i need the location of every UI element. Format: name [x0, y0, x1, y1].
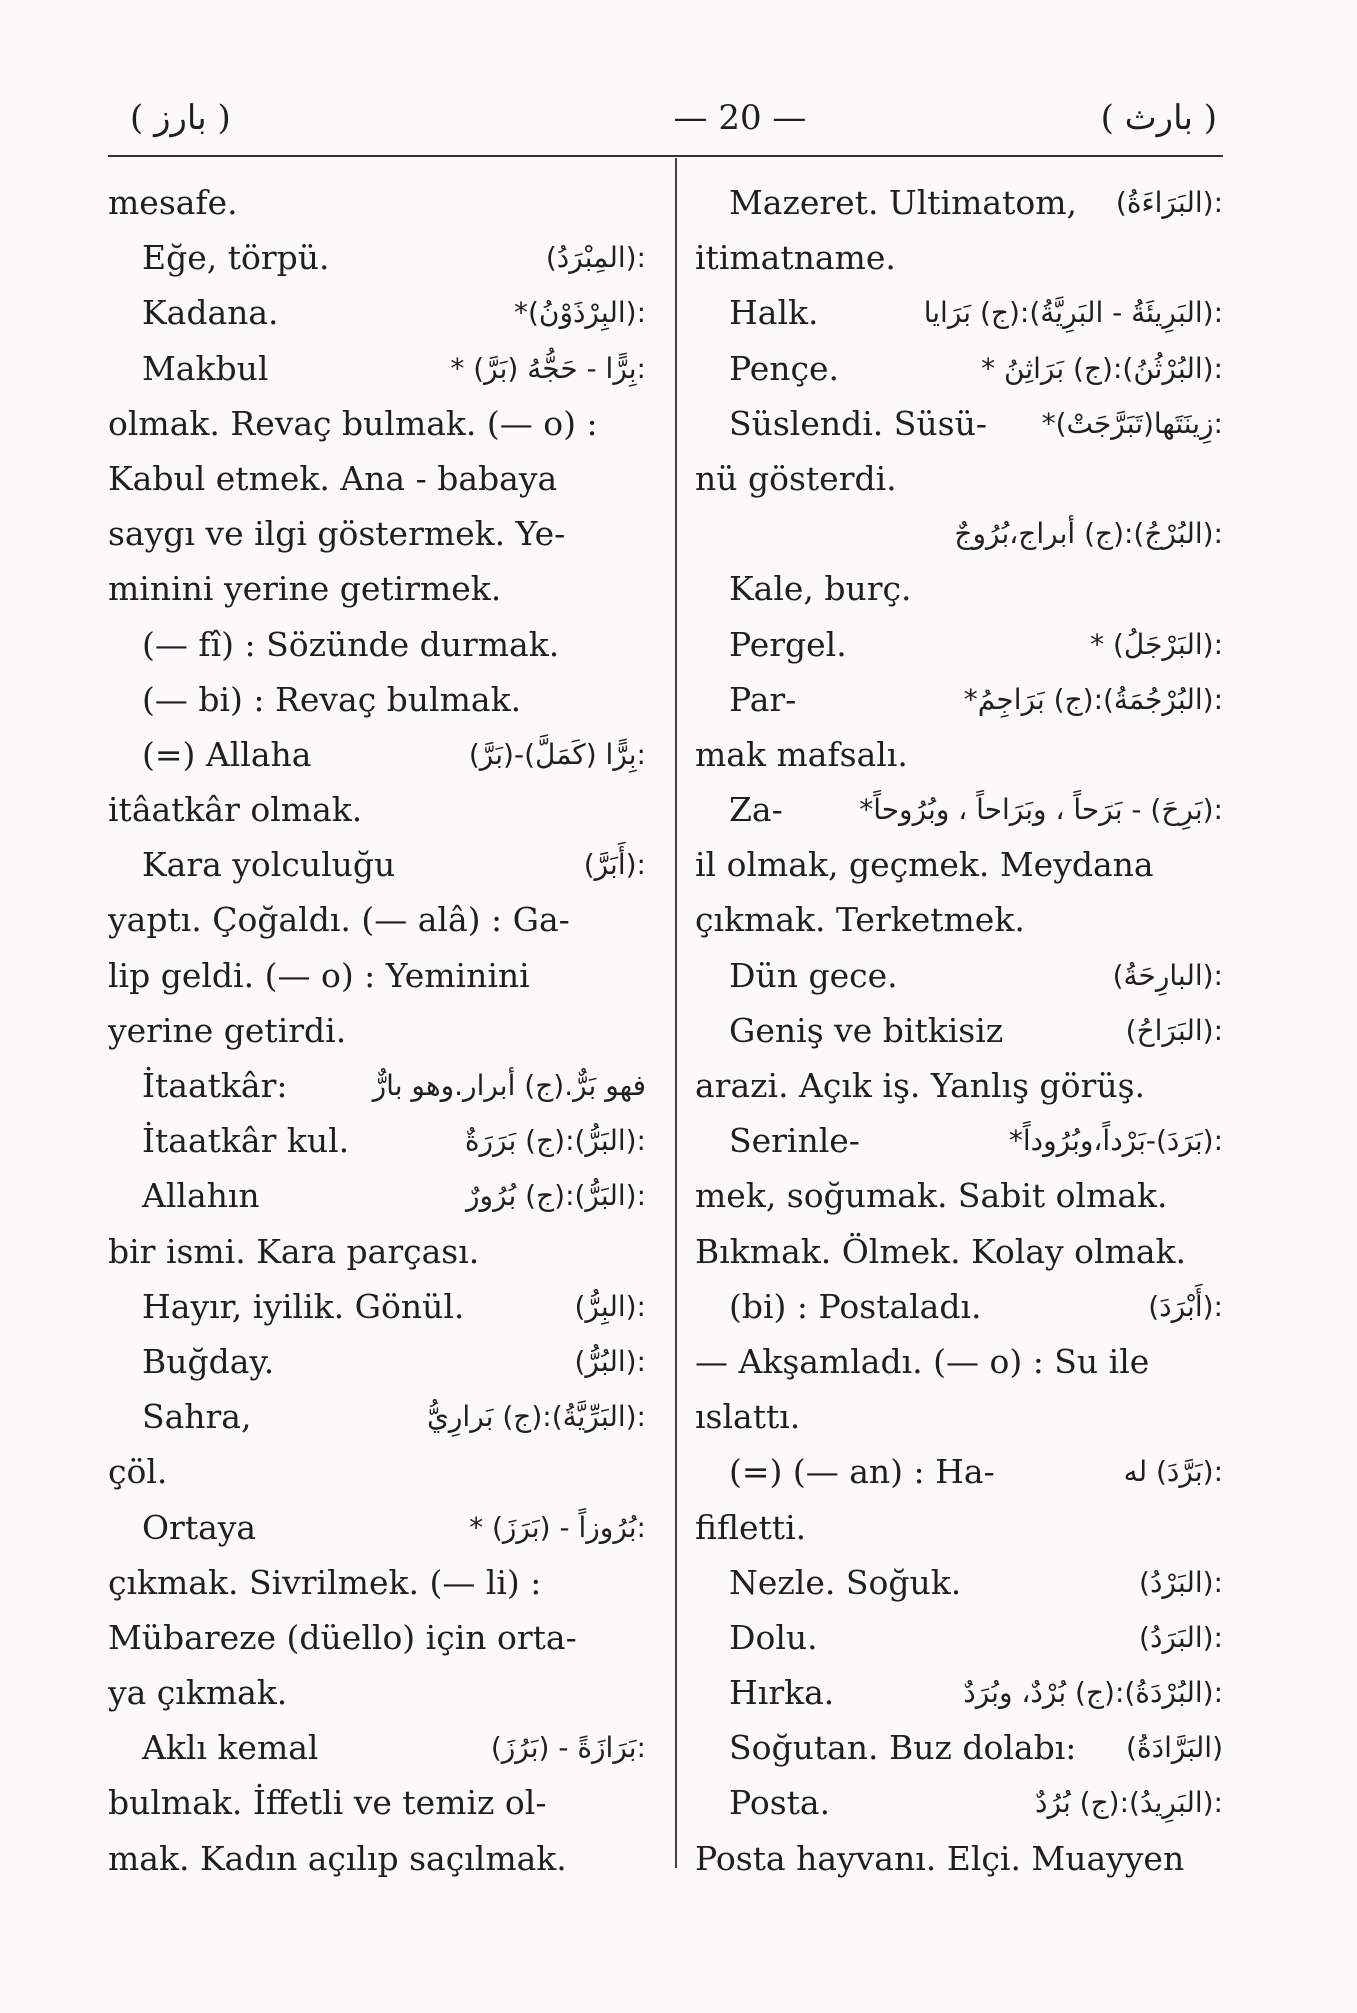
arabic-headword: :(أَبْرَدَ) [1148, 1289, 1223, 1323]
dictionary-line [695, 1555, 1225, 1610]
dictionary-line [108, 285, 648, 340]
arabic-headword: :زِينَتَها(تَبَرَّجَتْ)* [1041, 406, 1223, 440]
dictionary-line [695, 1113, 1225, 1168]
arabic-headword: :بَرَازَةً - (بَرُزَ) [490, 1731, 646, 1765]
arabic-headword: فهو بَرٌّ.(ج) أبرار.وهو بارٌّ [372, 1069, 646, 1102]
turkish-text: Nezle. Soğuk. [729, 1562, 962, 1602]
dictionary-line [695, 396, 1225, 451]
dictionary-line [695, 1720, 1225, 1775]
turkish-text: Geniş ve bitkisiz [729, 1010, 1004, 1050]
arabic-headword: :(البَرْدُ) [1139, 1565, 1223, 1599]
turkish-text: Kabul etmek. Ana - babaya [108, 458, 558, 498]
arabic-headword: :(البِرْذَوْنُ)* [513, 296, 646, 330]
arabic-headword: :(بَرَّدَ) له [1123, 1455, 1223, 1489]
dictionary-line [108, 892, 648, 947]
arabic-headword: :(البُرْجُمَةُ):(ج) بَرَاجِمُ* [963, 682, 1223, 716]
dictionary-line [108, 1555, 648, 1610]
turkish-text: Hayır, iyilik. Gönül. [142, 1286, 465, 1326]
dictionary-line [108, 1334, 648, 1389]
turkish-text: (=) Allaha [142, 734, 312, 774]
turkish-text: Sahra, [142, 1397, 252, 1437]
turkish-text: mesafe. [108, 183, 238, 222]
turkish-text: (bi) : Postaladı. [729, 1286, 982, 1326]
arabic-headword: :(البَرُّ):(ج) بَرَرَةٌ [464, 1124, 646, 1158]
turkish-text: saygı ve ilgi göstermek. Ye- [108, 514, 566, 554]
arabic-headword: :(البَرَاحُ) [1125, 1013, 1223, 1047]
turkish-text: minini yerine getirmek. [108, 569, 502, 609]
turkish-text: Mazeret. Ultimatom, [729, 183, 1077, 222]
turkish-text: mak. Kadın açılıp saçılmak. [108, 1838, 567, 1878]
dictionary-line [695, 1224, 1225, 1279]
turkish-text: Bıkmak. Ölmek. Kolay olmak. [695, 1231, 1187, 1271]
dictionary-line [108, 396, 648, 451]
dictionary-line [695, 175, 1225, 230]
arabic-headword: :(أَبَرَّ) [583, 848, 646, 882]
arabic-headword: :(البُرُّ) [574, 1344, 646, 1378]
turkish-text: itâatkâr olmak. [108, 790, 363, 830]
turkish-text: Serinle- [729, 1121, 860, 1161]
turkish-text: bulmak. İffetli ve temiz ol- [108, 1783, 547, 1823]
turkish-text: olmak. Revaç bulmak. (— o) : [108, 403, 598, 443]
turkish-text: Halk. [729, 293, 819, 333]
dictionary-line [108, 837, 648, 892]
arabic-headword: :(البُرْثُنُ):(ج) بَرَاثِنُ * [981, 351, 1223, 385]
dictionary-line [108, 506, 648, 561]
dictionary-line [695, 506, 1225, 561]
turkish-text: ıslattı. [695, 1397, 801, 1437]
dictionary-line [108, 727, 648, 782]
arabic-headword: :(البَرِيدُ):(ج) بُرُدٌ [1035, 1786, 1223, 1820]
dictionary-line [108, 1610, 648, 1665]
dictionary-line [695, 1389, 1225, 1444]
turkish-text: fifletti. [695, 1507, 807, 1547]
header-left-keyword: ( بارز ) [130, 98, 231, 138]
turkish-text: çıkmak. Terketmek. [695, 900, 1025, 940]
arabic-headword: (البَرَّادَةُ) [1126, 1731, 1223, 1765]
dictionary-line [695, 782, 1225, 837]
arabic-headword: :بُرُوزاً - (بَرَزَ) * [469, 1510, 646, 1544]
dictionary-line [695, 1058, 1225, 1113]
turkish-text: Soğutan. Buz dolabı: [729, 1728, 1077, 1768]
turkish-text: Kara yolculuğu [142, 845, 396, 885]
dictionary-line [108, 948, 648, 1003]
dictionary-line [695, 1444, 1225, 1499]
arabic-headword: :(البُرْدَةُ):(ج) بُرْدٌ، وبُرَدٌ [963, 1676, 1223, 1710]
turkish-text: Posta hayvanı. Elçi. Muayyen [695, 1838, 1185, 1878]
dictionary-line [695, 727, 1225, 782]
dictionary-line [108, 1113, 648, 1168]
dictionary-line [695, 948, 1225, 1003]
turkish-text: Dün gece. [729, 955, 898, 995]
header-rule [108, 155, 1223, 157]
turkish-text: ya çıkmak. [108, 1673, 288, 1713]
turkish-text: Allahın [142, 1176, 260, 1216]
turkish-text: (=) (— an) : Ha- [729, 1452, 995, 1492]
turkish-text: çıkmak. Sivrilmek. (— li) : [108, 1562, 542, 1602]
turkish-text: bir ismi. Kara parçası. [108, 1231, 480, 1271]
dictionary-line [695, 1665, 1225, 1720]
dictionary-line [108, 451, 648, 506]
turkish-text: Kadana. [142, 293, 279, 333]
turkish-text: mak mafsalı. [695, 734, 908, 774]
turkish-text: Pergel. [729, 624, 847, 664]
turkish-text: Pençe. [729, 348, 840, 388]
turkish-text: Za- [729, 790, 783, 830]
right-column [695, 175, 1225, 1886]
dictionary-line [695, 1334, 1225, 1389]
dictionary-line [695, 1500, 1225, 1555]
turkish-text: arazi. Açık iş. Yanlış görüş. [695, 1066, 1145, 1105]
dictionary-line [695, 1168, 1225, 1223]
dictionary-line [108, 1168, 648, 1223]
dictionary-line [108, 341, 648, 396]
dictionary-line [695, 1003, 1225, 1058]
dictionary-line [108, 1058, 648, 1113]
page-header [120, 98, 1217, 158]
dictionary-line [108, 1500, 648, 1555]
turkish-text: çöl. [108, 1452, 168, 1492]
dictionary-line [695, 837, 1225, 892]
arabic-headword: :(البَرُّ):(ج) بُرُورٌ [465, 1179, 646, 1213]
dictionary-line [108, 230, 648, 285]
dictionary-line [108, 1665, 648, 1720]
turkish-text: İtaatkâr: [142, 1066, 288, 1105]
turkish-text: Makbul [142, 348, 269, 388]
dictionary-line [695, 341, 1225, 396]
turkish-text: (— fî) : Sözünde durmak. [142, 624, 560, 664]
turkish-text: Eğe, törpü. [142, 238, 330, 278]
turkish-text: il olmak, geçmek. Meydana [695, 845, 1154, 885]
dictionary-line [695, 230, 1225, 285]
dictionary-line [108, 1279, 648, 1334]
turkish-text: itimatname. [695, 238, 896, 278]
dictionary-line [108, 1444, 648, 1499]
dictionary-line [695, 285, 1225, 340]
dictionary-line [695, 1831, 1225, 1886]
page-number: — 20 — [673, 98, 807, 138]
arabic-headword: :(بَرِحَ) - بَرَحاً ، وبَرَاحاً ، وبُرُوحاً* [859, 793, 1223, 827]
turkish-text: Hırka. [729, 1673, 835, 1713]
arabic-headword: :(البَرِيئَةُ - البَرِيَّةُ):(ج) بَرَايا [923, 296, 1223, 330]
dictionary-line [695, 617, 1225, 672]
arabic-headword: :(البُرْجُ):(ج) أبراج،بُرُوجٌ [954, 517, 1223, 551]
left-column [108, 175, 648, 1886]
turkish-text: Posta. [729, 1783, 831, 1823]
turkish-text: İtaatkâr kul. [142, 1121, 350, 1161]
dictionary-line [695, 672, 1225, 727]
dictionary-line [108, 782, 648, 837]
column-divider [675, 158, 677, 1868]
turkish-text: Buğday. [142, 1341, 275, 1381]
dictionary-line [108, 1003, 648, 1058]
turkish-text: Süslendi. Süsü- [729, 403, 987, 443]
dictionary-line [108, 1224, 648, 1279]
dictionary-line [108, 1831, 648, 1886]
turkish-text: Kale, burç. [729, 569, 912, 609]
turkish-text: Mübareze (düello) için orta- [108, 1617, 577, 1657]
turkish-text: lip geldi. (— o) : Yeminini [108, 955, 530, 995]
dictionary-line [695, 892, 1225, 947]
dictionary-line [108, 1720, 648, 1775]
dictionary-line [695, 1775, 1225, 1830]
dictionary-line [695, 451, 1225, 506]
turkish-text: — Akşamladı. (— o) : Su ile [695, 1341, 1150, 1381]
arabic-headword: :(البَرَاءَةُ) [1115, 186, 1223, 219]
arabic-headword: :بِرًّا - حَجُّهُ (بَرَّ) * [450, 351, 646, 385]
dictionary-line [108, 1775, 648, 1830]
turkish-text: Aklı kemal [142, 1728, 319, 1768]
dictionary-line [695, 561, 1225, 616]
turkish-text: yaptı. Çoğaldı. (— alâ) : Ga- [108, 900, 570, 940]
dictionary-line [108, 561, 648, 616]
arabic-headword: :(بَرَدَ)-بَرْداً،وبُرُوداً* [1008, 1124, 1223, 1158]
arabic-headword: :(المِبْرَدُ) [545, 241, 646, 275]
dictionary-line [108, 175, 648, 230]
arabic-headword: :(البَرْجَلُ) * [1090, 627, 1223, 661]
dictionary-line [695, 1610, 1225, 1665]
arabic-headword: :(البَرِّيَّةُ):(ج) بَرارِيُّ [426, 1400, 646, 1434]
dictionary-line [108, 1389, 648, 1444]
turkish-text: Par- [729, 679, 797, 719]
arabic-headword: :بِرًّا (كَمَلَّ)-(بَرَّ) [468, 737, 646, 771]
header-right-keyword: ( بارث ) [1100, 98, 1217, 138]
dictionary-line [108, 672, 648, 727]
arabic-headword: :(البارِحَةُ) [1112, 958, 1223, 992]
dictionary-line [695, 1279, 1225, 1334]
turkish-text: yerine getirdi. [108, 1010, 347, 1050]
turkish-text: mek, soğumak. Sabit olmak. [695, 1176, 1168, 1216]
dictionary-line [108, 617, 648, 672]
turkish-text: nü gösterdi. [695, 458, 897, 498]
turkish-text: (— bi) : Revaç bulmak. [142, 679, 522, 719]
turkish-text: Ortaya [142, 1507, 257, 1547]
turkish-text: Dolu. [729, 1617, 818, 1657]
arabic-headword: :(البِرُّ) [574, 1289, 646, 1323]
arabic-headword: :(البَرَدُ) [1139, 1620, 1223, 1654]
